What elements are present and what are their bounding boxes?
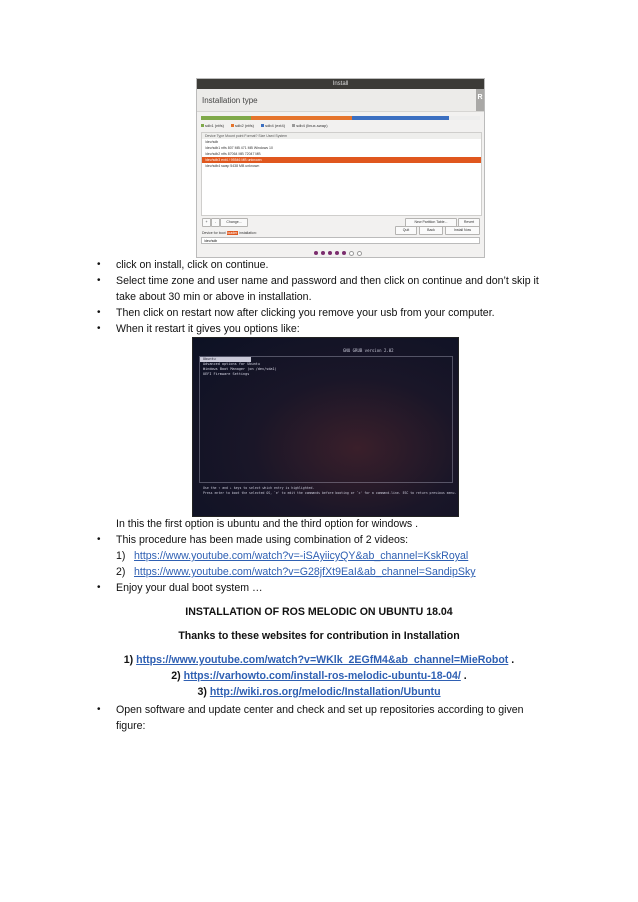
- boot-label-highlight: loader: [227, 231, 238, 235]
- ros-heading: INSTALLATION OF ROS MELODIC ON UBUNTU 18.04: [185, 606, 453, 618]
- bullet-text: Select time zone and user name and password and then click on continue and don’t skip it: [116, 275, 539, 287]
- quit-button[interactable]: Quit: [395, 226, 417, 235]
- grub-help-text: [203, 486, 456, 495]
- bullet-icon: •: [97, 534, 101, 545]
- boot-label-suffix: installation:: [239, 231, 257, 235]
- grub-title: GNU GRUB version 2.02: [343, 348, 394, 353]
- ros-link-2[interactable]: https://varhowto.com/install-ros-melodic-ubuntu-18-04/: [183, 670, 461, 682]
- grub-help-line: Use the ↑ and ↓ keys to select which entry is highlighted.: [203, 486, 315, 490]
- thanks-heading: Thanks to these websites for contribution in Installation: [178, 630, 460, 642]
- installer-screenshot: [196, 78, 485, 258]
- grub-item[interactable]: Windows Boot Manager (on /dev/sda1): [203, 367, 277, 371]
- table-row[interactable]: /dev/sdb4 swap 5438 MB unknown: [205, 164, 260, 168]
- bullet-text: Then click on restart now after clicking you remove your usb from your computer.: [116, 307, 495, 319]
- partition-table: [201, 132, 482, 216]
- new-partition-table-button[interactable]: New Partition Table...: [405, 218, 457, 227]
- ros-link-3[interactable]: http://wiki.ros.org/melodic/Installation/Ubuntu: [209, 686, 441, 698]
- ros-link-1[interactable]: https://www.youtube.com/watch?v=WKlk_2EGfM4&ab_channel=MieRobot: [136, 654, 509, 666]
- link-suffix: .: [460, 670, 467, 682]
- legend-label: sdb2 (ntfs): [235, 123, 254, 128]
- change-partition-button[interactable]: Change...: [220, 218, 248, 227]
- progress-dot-filled: [335, 251, 339, 255]
- table-row[interactable]: /dev/sdb: [205, 140, 219, 144]
- boot-device-select[interactable]: /dev/sdb: [201, 237, 480, 244]
- ros-link-line-1: [0, 652, 638, 668]
- boot-label-prefix: Device for boot: [202, 231, 226, 235]
- list-number: 1): [123, 654, 134, 666]
- list-number: 2): [116, 566, 126, 578]
- bullet-text-continued: figure:: [116, 720, 146, 732]
- bullet-icon: •: [97, 704, 101, 715]
- add-partition-button[interactable]: +: [202, 218, 211, 227]
- bullet-icon: •: [97, 259, 101, 270]
- partition-table-header: Device Type Mount point Format? Size Used System: [202, 133, 481, 139]
- progress-dot-empty: [357, 251, 362, 256]
- progress-dot-empty: [349, 251, 354, 256]
- bullet-icon: •: [97, 307, 101, 318]
- bullet-text: When it restart it gives you options like:: [116, 323, 300, 335]
- remove-partition-button[interactable]: -: [211, 218, 220, 227]
- bullet-text: Open software and update center and check and set up repositories according to given: [116, 704, 524, 716]
- grub-screenshot: [192, 337, 459, 517]
- partition-bar: [201, 116, 480, 120]
- partition-legend: [201, 123, 334, 128]
- partition-segment: [201, 116, 251, 120]
- progress-dot-filled: [314, 251, 318, 255]
- video-link-2[interactable]: https://www.youtube.com/watch?v=G28jfXt9EaI&ab_channel=SandipSky: [134, 566, 476, 578]
- list-number: 2): [171, 670, 181, 682]
- grub-help-line: Press enter to boot the selected OS, `e' to edit the commands before booting or `c' for a command-line. ESC to return previous menu.: [203, 490, 457, 495]
- legend-swatch: [231, 124, 234, 127]
- back-button[interactable]: Back: [419, 226, 443, 235]
- progress-dot-filled: [321, 251, 325, 255]
- grub-item-selected[interactable]: Ubuntu: [200, 357, 251, 362]
- progress-dots: [314, 251, 362, 257]
- legend-label: sdb4 (linux-swap): [296, 123, 328, 128]
- table-row[interactable]: /dev/sdb2 ntfs 87064 MB 72047 MB: [205, 152, 261, 156]
- bullet-icon: •: [97, 275, 101, 286]
- legend-swatch: [292, 124, 295, 127]
- ros-link-line-3: [0, 684, 638, 700]
- boot-loader-label: [202, 231, 257, 235]
- link-suffix: .: [508, 654, 515, 666]
- list-number: 1): [116, 550, 126, 562]
- install-now-button[interactable]: Install Now: [445, 226, 480, 235]
- r-logo-icon: R: [476, 89, 484, 111]
- partition-segment: [251, 116, 351, 120]
- grub-item[interactable]: UEFI Firmware Settings: [203, 372, 250, 376]
- table-row[interactable]: /dev/sdb1 ntfs 807 MB 471 MB Windows 10: [205, 146, 273, 150]
- legend-label: sdb4 (ext4): [265, 123, 286, 128]
- grub-menu: [199, 356, 453, 483]
- legend-label: sdb1 (ntfs): [205, 123, 224, 128]
- revert-button[interactable]: Revert: [458, 218, 480, 227]
- partition-segment: [352, 116, 450, 120]
- bullet-text: This procedure has been made using combination of 2 videos:: [116, 534, 409, 546]
- grub-note: In this the first option is ubuntu and the third option for windows .: [116, 518, 419, 530]
- list-number: 3): [197, 686, 207, 698]
- installation-type-title: Installation type: [197, 89, 484, 112]
- bullet-text-continued: take about 30 min or above in installation.: [116, 291, 312, 303]
- video-link-1[interactable]: https://www.youtube.com/watch?v=-iSAyiicyQY&ab_channel=KskRoyal: [134, 550, 469, 562]
- progress-dot-filled: [342, 251, 346, 255]
- bullet-text: click on install, click on continue.: [116, 259, 269, 271]
- bullet-text: Enjoy your dual boot system …: [116, 582, 263, 594]
- progress-dot-filled: [328, 251, 332, 255]
- window-title: Install: [197, 79, 484, 89]
- ros-link-line-2: [0, 668, 638, 684]
- grub-item[interactable]: Advanced options for Ubuntu: [203, 362, 260, 366]
- bullet-icon: •: [97, 323, 101, 334]
- table-row-selected[interactable]: /dev/sdb3 ext4 / 95546 MB unknown: [202, 157, 481, 163]
- partition-segment: [449, 116, 480, 120]
- legend-swatch: [261, 124, 264, 127]
- legend-swatch: [201, 124, 204, 127]
- bullet-icon: •: [97, 582, 101, 593]
